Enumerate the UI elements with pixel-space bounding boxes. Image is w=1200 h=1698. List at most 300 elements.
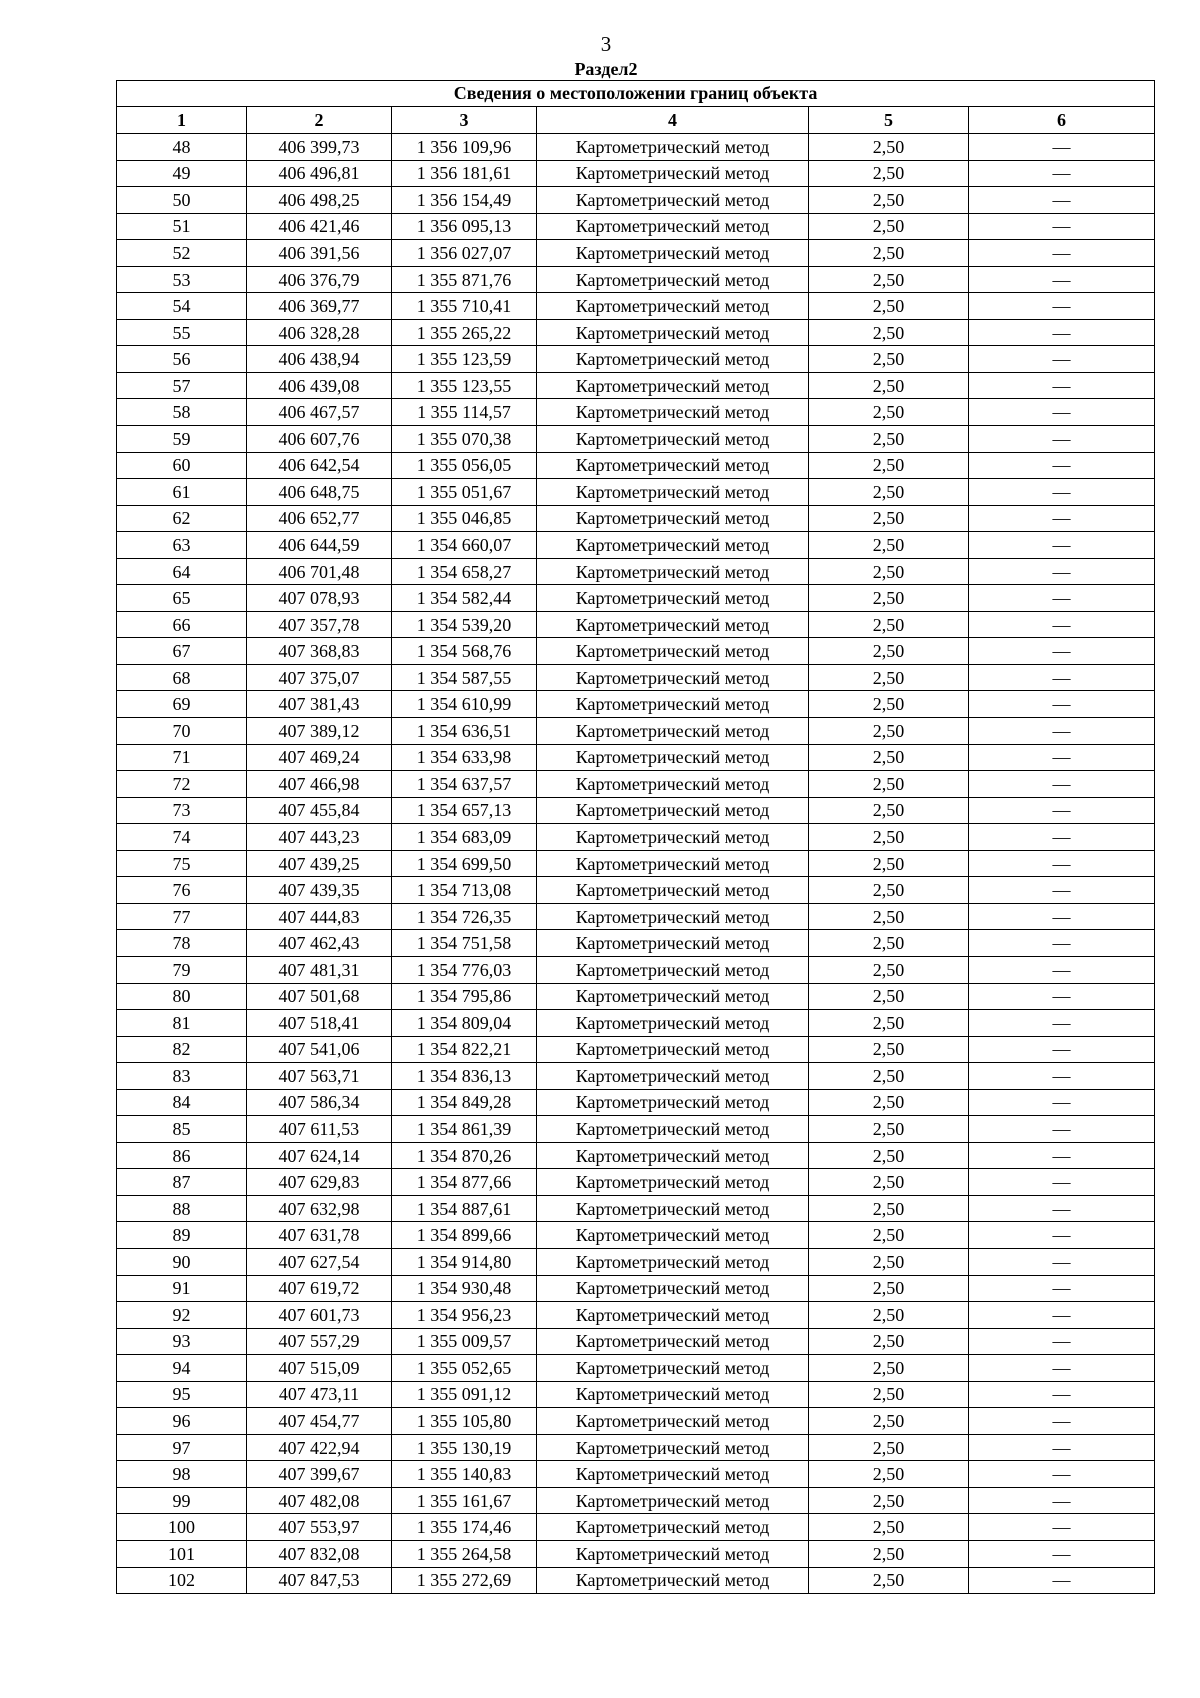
description-cell: — [969, 1248, 1155, 1275]
description-cell: — [969, 611, 1155, 638]
method-cell: Картометрический метод [537, 930, 809, 957]
description-cell: — [969, 532, 1155, 559]
method-cell: Картометрический метод [537, 850, 809, 877]
description-cell: — [969, 1116, 1155, 1143]
table-row [117, 266, 1155, 293]
accuracy-cell: 2,50 [809, 664, 969, 691]
y-coordinate-cell: 1 354 809,04 [392, 1010, 537, 1037]
x-coordinate-cell: 407 439,25 [247, 850, 392, 877]
method-cell: Картометрический метод [537, 877, 809, 904]
method-cell: Картометрический метод [537, 1142, 809, 1169]
description-cell: — [969, 1302, 1155, 1329]
x-coordinate-cell: 407 611,53 [247, 1116, 392, 1143]
description-cell: — [969, 930, 1155, 957]
accuracy-cell: 2,50 [809, 1381, 969, 1408]
point-number-cell: 74 [117, 824, 247, 851]
y-coordinate-cell: 1 354 713,08 [392, 877, 537, 904]
method-cell: Картометрический метод [537, 1408, 809, 1435]
point-number-cell: 86 [117, 1142, 247, 1169]
y-coordinate-cell: 1 356 181,61 [392, 160, 537, 187]
accuracy-cell: 2,50 [809, 1567, 969, 1594]
description-cell: — [969, 1222, 1155, 1249]
method-cell: Картометрический метод [537, 797, 809, 824]
y-coordinate-cell: 1 354 660,07 [392, 532, 537, 559]
description-cell: — [969, 850, 1155, 877]
accuracy-cell: 2,50 [809, 452, 969, 479]
method-cell: Картометрический метод [537, 240, 809, 267]
description-cell: — [969, 956, 1155, 983]
accuracy-cell: 2,50 [809, 1461, 969, 1488]
table-row [117, 558, 1155, 585]
y-coordinate-cell: 1 354 930,48 [392, 1275, 537, 1302]
x-coordinate-cell: 406 399,73 [247, 134, 392, 161]
point-number-cell: 91 [117, 1275, 247, 1302]
y-coordinate-cell: 1 354 861,39 [392, 1116, 537, 1143]
accuracy-cell: 2,50 [809, 479, 969, 506]
method-cell: Картометрический метод [537, 1461, 809, 1488]
table-row [117, 1567, 1155, 1594]
x-coordinate-cell: 407 455,84 [247, 797, 392, 824]
accuracy-cell: 2,50 [809, 1275, 969, 1302]
column-header: 5 [809, 107, 969, 134]
y-coordinate-cell: 1 354 539,20 [392, 611, 537, 638]
x-coordinate-cell: 407 454,77 [247, 1408, 392, 1435]
table-row [117, 1275, 1155, 1302]
description-cell: — [969, 134, 1155, 161]
description-cell: — [969, 240, 1155, 267]
x-coordinate-cell: 407 462,43 [247, 930, 392, 957]
point-number-cell: 84 [117, 1089, 247, 1116]
description-cell: — [969, 1142, 1155, 1169]
description-cell: — [969, 452, 1155, 479]
table-row [117, 319, 1155, 346]
point-number-cell: 60 [117, 452, 247, 479]
description-cell: — [969, 718, 1155, 745]
description-cell: — [969, 213, 1155, 240]
point-number-cell: 49 [117, 160, 247, 187]
table-row [117, 850, 1155, 877]
x-coordinate-cell: 407 832,08 [247, 1540, 392, 1567]
description-cell: — [969, 293, 1155, 320]
point-number-cell: 94 [117, 1355, 247, 1382]
accuracy-cell: 2,50 [809, 187, 969, 214]
table-row [117, 930, 1155, 957]
method-cell: Картометрический метод [537, 213, 809, 240]
point-number-cell: 82 [117, 1036, 247, 1063]
description-cell: — [969, 797, 1155, 824]
point-number-cell: 73 [117, 797, 247, 824]
method-cell: Картометрический метод [537, 1487, 809, 1514]
x-coordinate-cell: 407 518,41 [247, 1010, 392, 1037]
table-row [117, 1355, 1155, 1382]
x-coordinate-cell: 406 652,77 [247, 505, 392, 532]
y-coordinate-cell: 1 356 027,07 [392, 240, 537, 267]
y-coordinate-cell: 1 354 610,99 [392, 691, 537, 718]
table-row [117, 1248, 1155, 1275]
y-coordinate-cell: 1 354 657,13 [392, 797, 537, 824]
y-coordinate-cell: 1 355 265,22 [392, 319, 537, 346]
x-coordinate-cell: 407 078,93 [247, 585, 392, 612]
point-number-cell: 57 [117, 372, 247, 399]
method-cell: Картометрический метод [537, 452, 809, 479]
accuracy-cell: 2,50 [809, 160, 969, 187]
point-number-cell: 81 [117, 1010, 247, 1037]
accuracy-cell: 2,50 [809, 134, 969, 161]
table-body [117, 134, 1155, 1594]
method-cell: Картометрический метод [537, 293, 809, 320]
x-coordinate-cell: 406 438,94 [247, 346, 392, 373]
method-cell: Картометрический метод [537, 611, 809, 638]
accuracy-cell: 2,50 [809, 505, 969, 532]
method-cell: Картометрический метод [537, 187, 809, 214]
method-cell: Картометрический метод [537, 903, 809, 930]
x-coordinate-cell: 407 482,08 [247, 1487, 392, 1514]
accuracy-cell: 2,50 [809, 1355, 969, 1382]
method-cell: Картометрический метод [537, 1514, 809, 1541]
table-row [117, 1195, 1155, 1222]
x-coordinate-cell: 407 515,09 [247, 1355, 392, 1382]
accuracy-cell: 2,50 [809, 558, 969, 585]
x-coordinate-cell: 407 399,67 [247, 1461, 392, 1488]
description-cell: — [969, 505, 1155, 532]
point-number-cell: 71 [117, 744, 247, 771]
x-coordinate-cell: 407 629,83 [247, 1169, 392, 1196]
y-coordinate-cell: 1 354 914,80 [392, 1248, 537, 1275]
x-coordinate-cell: 407 368,83 [247, 638, 392, 665]
method-cell: Картометрический метод [537, 744, 809, 771]
description-cell: — [969, 1328, 1155, 1355]
description-cell: — [969, 399, 1155, 426]
accuracy-cell: 2,50 [809, 1408, 969, 1435]
accuracy-cell: 2,50 [809, 266, 969, 293]
point-number-cell: 93 [117, 1328, 247, 1355]
method-cell: Картометрический метод [537, 1540, 809, 1567]
method-cell: Картометрический метод [537, 1089, 809, 1116]
description-cell: — [969, 1169, 1155, 1196]
description-cell: — [969, 638, 1155, 665]
method-cell: Картометрический метод [537, 399, 809, 426]
point-number-cell: 90 [117, 1248, 247, 1275]
point-number-cell: 69 [117, 691, 247, 718]
y-coordinate-cell: 1 355 056,05 [392, 452, 537, 479]
y-coordinate-cell: 1 354 776,03 [392, 956, 537, 983]
table-row [117, 797, 1155, 824]
point-number-cell: 78 [117, 930, 247, 957]
x-coordinate-cell: 406 607,76 [247, 426, 392, 453]
column-header: 6 [969, 107, 1155, 134]
x-coordinate-cell: 407 624,14 [247, 1142, 392, 1169]
point-number-cell: 76 [117, 877, 247, 904]
method-cell: Картометрический метод [537, 1248, 809, 1275]
table-row [117, 691, 1155, 718]
x-coordinate-cell: 407 541,06 [247, 1036, 392, 1063]
accuracy-cell: 2,50 [809, 319, 969, 346]
y-coordinate-cell: 1 354 751,58 [392, 930, 537, 957]
method-cell: Картометрический метод [537, 983, 809, 1010]
table-row [117, 1116, 1155, 1143]
description-cell: — [969, 266, 1155, 293]
method-cell: Картометрический метод [537, 1302, 809, 1329]
point-number-cell: 62 [117, 505, 247, 532]
table-row [117, 1063, 1155, 1090]
x-coordinate-cell: 407 563,71 [247, 1063, 392, 1090]
method-cell: Картометрический метод [537, 1169, 809, 1196]
description-cell: — [969, 426, 1155, 453]
x-coordinate-cell: 407 632,98 [247, 1195, 392, 1222]
point-number-cell: 48 [117, 134, 247, 161]
method-cell: Картометрический метод [537, 691, 809, 718]
x-coordinate-cell: 407 389,12 [247, 718, 392, 745]
table-row [117, 638, 1155, 665]
description-cell: — [969, 319, 1155, 346]
table-row [117, 824, 1155, 851]
description-cell: — [969, 1195, 1155, 1222]
point-number-cell: 101 [117, 1540, 247, 1567]
y-coordinate-cell: 1 355 046,85 [392, 505, 537, 532]
point-number-cell: 98 [117, 1461, 247, 1488]
y-coordinate-cell: 1 355 052,65 [392, 1355, 537, 1382]
point-number-cell: 89 [117, 1222, 247, 1249]
method-cell: Картометрический метод [537, 824, 809, 851]
accuracy-cell: 2,50 [809, 1063, 969, 1090]
accuracy-cell: 2,50 [809, 1036, 969, 1063]
accuracy-cell: 2,50 [809, 1514, 969, 1541]
description-cell: — [969, 1408, 1155, 1435]
accuracy-cell: 2,50 [809, 293, 969, 320]
y-coordinate-cell: 1 355 264,58 [392, 1540, 537, 1567]
point-number-cell: 63 [117, 532, 247, 559]
y-coordinate-cell: 1 356 109,96 [392, 134, 537, 161]
y-coordinate-cell: 1 354 956,23 [392, 1302, 537, 1329]
accuracy-cell: 2,50 [809, 824, 969, 851]
y-coordinate-cell: 1 355 105,80 [392, 1408, 537, 1435]
y-coordinate-cell: 1 354 887,61 [392, 1195, 537, 1222]
table-row [117, 771, 1155, 798]
y-coordinate-cell: 1 355 091,12 [392, 1381, 537, 1408]
method-cell: Картометрический метод [537, 505, 809, 532]
method-cell: Картометрический метод [537, 1275, 809, 1302]
x-coordinate-cell: 407 557,29 [247, 1328, 392, 1355]
point-number-cell: 97 [117, 1434, 247, 1461]
method-cell: Картометрический метод [537, 1010, 809, 1037]
accuracy-cell: 2,50 [809, 372, 969, 399]
x-coordinate-cell: 407 443,23 [247, 824, 392, 851]
accuracy-cell: 2,50 [809, 1248, 969, 1275]
point-number-cell: 50 [117, 187, 247, 214]
column-header-row [117, 107, 1155, 134]
y-coordinate-cell: 1 354 633,98 [392, 744, 537, 771]
description-cell: — [969, 1487, 1155, 1514]
description-cell: — [969, 1567, 1155, 1594]
accuracy-cell: 2,50 [809, 771, 969, 798]
table-row [117, 293, 1155, 320]
method-cell: Картометрический метод [537, 266, 809, 293]
accuracy-cell: 2,50 [809, 718, 969, 745]
y-coordinate-cell: 1 355 174,46 [392, 1514, 537, 1541]
accuracy-cell: 2,50 [809, 638, 969, 665]
table-row [117, 718, 1155, 745]
table-row [117, 372, 1155, 399]
x-coordinate-cell: 407 501,68 [247, 983, 392, 1010]
point-number-cell: 100 [117, 1514, 247, 1541]
x-coordinate-cell: 406 642,54 [247, 452, 392, 479]
accuracy-cell: 2,50 [809, 1116, 969, 1143]
y-coordinate-cell: 1 355 161,67 [392, 1487, 537, 1514]
x-coordinate-cell: 406 701,48 [247, 558, 392, 585]
accuracy-cell: 2,50 [809, 1169, 969, 1196]
description-cell: — [969, 691, 1155, 718]
x-coordinate-cell: 407 601,73 [247, 1302, 392, 1329]
method-cell: Картометрический метод [537, 585, 809, 612]
description-cell: — [969, 479, 1155, 506]
table-row [117, 1010, 1155, 1037]
point-number-cell: 85 [117, 1116, 247, 1143]
table-row [117, 160, 1155, 187]
method-cell: Картометрический метод [537, 1328, 809, 1355]
x-coordinate-cell: 406 328,28 [247, 319, 392, 346]
method-cell: Картометрический метод [537, 956, 809, 983]
accuracy-cell: 2,50 [809, 744, 969, 771]
x-coordinate-cell: 407 422,94 [247, 1434, 392, 1461]
point-number-cell: 58 [117, 399, 247, 426]
point-number-cell: 52 [117, 240, 247, 267]
description-cell: — [969, 187, 1155, 214]
x-coordinate-cell: 407 481,31 [247, 956, 392, 983]
accuracy-cell: 2,50 [809, 850, 969, 877]
x-coordinate-cell: 407 439,35 [247, 877, 392, 904]
y-coordinate-cell: 1 356 095,13 [392, 213, 537, 240]
table-row [117, 664, 1155, 691]
table-row [117, 452, 1155, 479]
y-coordinate-cell: 1 355 114,57 [392, 399, 537, 426]
accuracy-cell: 2,50 [809, 1302, 969, 1329]
description-cell: — [969, 1036, 1155, 1063]
table-row [117, 1408, 1155, 1435]
table-row [117, 479, 1155, 506]
accuracy-cell: 2,50 [809, 1434, 969, 1461]
description-cell: — [969, 903, 1155, 930]
accuracy-cell: 2,50 [809, 399, 969, 426]
point-number-cell: 77 [117, 903, 247, 930]
method-cell: Картометрический метод [537, 160, 809, 187]
point-number-cell: 87 [117, 1169, 247, 1196]
x-coordinate-cell: 407 469,24 [247, 744, 392, 771]
point-number-cell: 83 [117, 1063, 247, 1090]
x-coordinate-cell: 407 375,07 [247, 664, 392, 691]
accuracy-cell: 2,50 [809, 797, 969, 824]
table-caption: Сведения о местоположении границ объекта [117, 81, 1155, 107]
point-number-cell: 92 [117, 1302, 247, 1329]
method-cell: Картометрический метод [537, 771, 809, 798]
accuracy-cell: 2,50 [809, 983, 969, 1010]
table-row [117, 1222, 1155, 1249]
method-cell: Картометрический метод [537, 558, 809, 585]
table-row [117, 532, 1155, 559]
x-coordinate-cell: 407 631,78 [247, 1222, 392, 1249]
method-cell: Картометрический метод [537, 319, 809, 346]
table-row [117, 213, 1155, 240]
y-coordinate-cell: 1 354 836,13 [392, 1063, 537, 1090]
table-row [117, 1540, 1155, 1567]
y-coordinate-cell: 1 355 123,59 [392, 346, 537, 373]
x-coordinate-cell: 406 496,81 [247, 160, 392, 187]
table-row [117, 240, 1155, 267]
x-coordinate-cell: 406 439,08 [247, 372, 392, 399]
x-coordinate-cell: 406 391,56 [247, 240, 392, 267]
accuracy-cell: 2,50 [809, 1487, 969, 1514]
accuracy-cell: 2,50 [809, 1222, 969, 1249]
y-coordinate-cell: 1 355 272,69 [392, 1567, 537, 1594]
accuracy-cell: 2,50 [809, 611, 969, 638]
point-number-cell: 55 [117, 319, 247, 346]
accuracy-cell: 2,50 [809, 877, 969, 904]
method-cell: Картометрический метод [537, 1355, 809, 1382]
description-cell: — [969, 1010, 1155, 1037]
y-coordinate-cell: 1 354 699,50 [392, 850, 537, 877]
table-row [117, 1381, 1155, 1408]
table-row [117, 134, 1155, 161]
table-row [117, 1169, 1155, 1196]
description-cell: — [969, 1514, 1155, 1541]
description-cell: — [969, 1540, 1155, 1567]
x-coordinate-cell: 407 553,97 [247, 1514, 392, 1541]
x-coordinate-cell: 406 498,25 [247, 187, 392, 214]
method-cell: Картометрический метод [537, 134, 809, 161]
point-number-cell: 51 [117, 213, 247, 240]
accuracy-cell: 2,50 [809, 1540, 969, 1567]
table-row [117, 983, 1155, 1010]
x-coordinate-cell: 407 627,54 [247, 1248, 392, 1275]
table-row [117, 187, 1155, 214]
y-coordinate-cell: 1 354 582,44 [392, 585, 537, 612]
accuracy-cell: 2,50 [809, 1328, 969, 1355]
method-cell: Картометрический метод [537, 346, 809, 373]
table-row [117, 956, 1155, 983]
x-coordinate-cell: 407 473,11 [247, 1381, 392, 1408]
y-coordinate-cell: 1 354 726,35 [392, 903, 537, 930]
table-row [117, 611, 1155, 638]
description-cell: — [969, 1381, 1155, 1408]
description-cell: — [969, 1461, 1155, 1488]
method-cell: Картометрический метод [537, 718, 809, 745]
point-number-cell: 53 [117, 266, 247, 293]
y-coordinate-cell: 1 354 683,09 [392, 824, 537, 851]
description-cell: — [969, 558, 1155, 585]
method-cell: Картометрический метод [537, 1116, 809, 1143]
accuracy-cell: 2,50 [809, 240, 969, 267]
x-coordinate-cell: 407 847,53 [247, 1567, 392, 1594]
description-cell: — [969, 664, 1155, 691]
table-row [117, 399, 1155, 426]
method-cell: Картометрический метод [537, 1195, 809, 1222]
point-number-cell: 64 [117, 558, 247, 585]
x-coordinate-cell: 407 586,34 [247, 1089, 392, 1116]
section-title: Раздел2 [574, 59, 638, 79]
method-cell: Картометрический метод [537, 638, 809, 665]
table-row [117, 426, 1155, 453]
point-number-cell: 95 [117, 1381, 247, 1408]
y-coordinate-cell: 1 355 123,55 [392, 372, 537, 399]
method-cell: Картометрический метод [537, 1063, 809, 1090]
accuracy-cell: 2,50 [809, 1142, 969, 1169]
x-coordinate-cell: 406 648,75 [247, 479, 392, 506]
table-row [117, 903, 1155, 930]
accuracy-cell: 2,50 [809, 691, 969, 718]
method-cell: Картометрический метод [537, 1567, 809, 1594]
table-row [117, 1434, 1155, 1461]
x-coordinate-cell: 407 381,43 [247, 691, 392, 718]
point-number-cell: 54 [117, 293, 247, 320]
